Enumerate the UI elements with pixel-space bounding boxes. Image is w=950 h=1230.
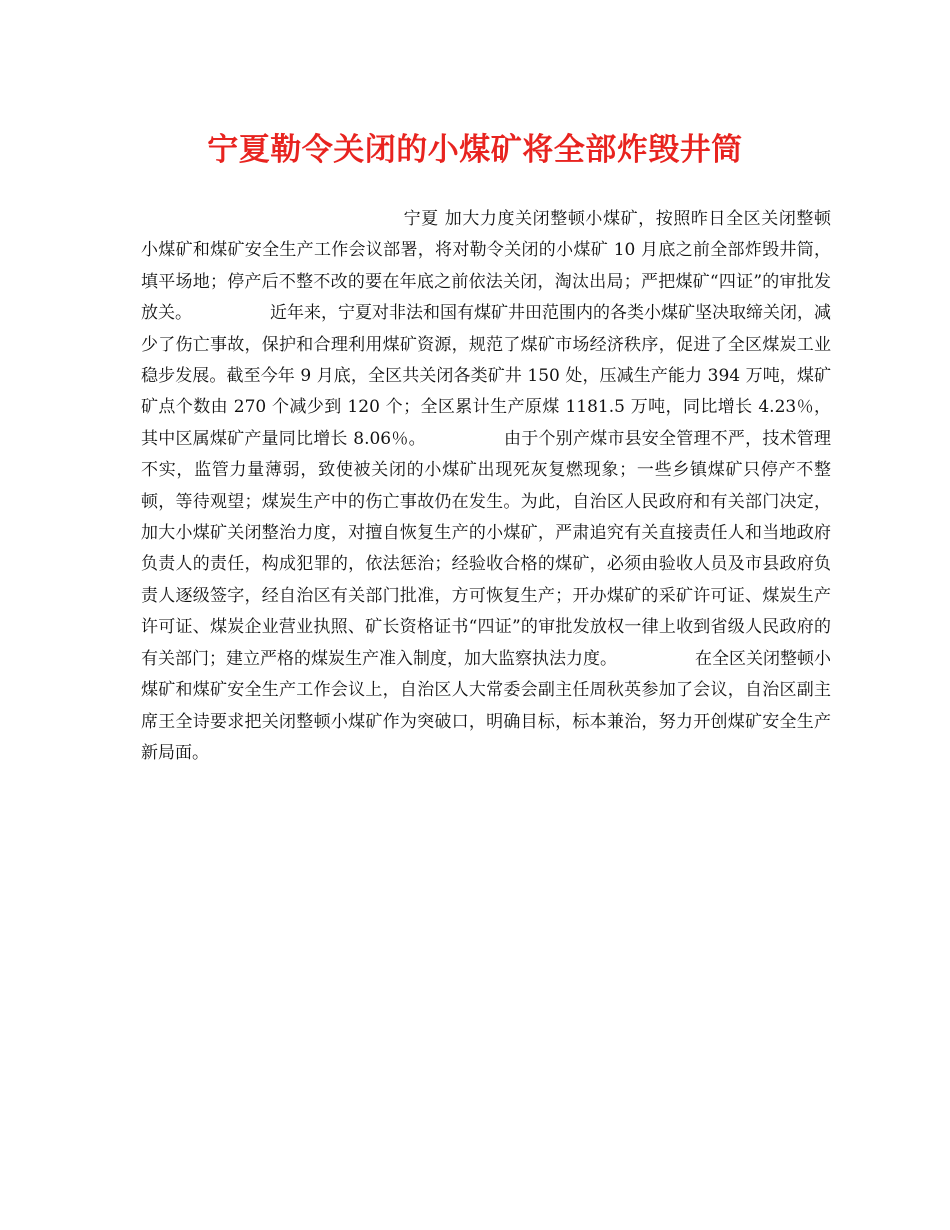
- paragraph-1: 宁夏 加大力度关闭整顿小煤矿，按照昨日全区关闭整顿小煤矿和煤矿安全生产工作会议部署，将对勒令关闭的小煤矿 10 月底之前全部炸毁井筒，填平场地；停产后不整不改的要在年底之前依法关闭，淘汰出局；严把煤矿“四证”的审批发放关。: [141, 209, 831, 324]
- paragraph-4: 在全区关闭整顿小煤矿和煤矿安全生产工作会议上，自治区人大常委会副主任周秋英参加了会议，自治区副主席王全诗要求把关闭整顿小煤矿作为突破口，明确目标，标本兼治，努力开创煤矿安全生产新局面。: [141, 648, 831, 763]
- paragraph-3: 由于个别产煤市县安全管理不严，技术管理不实，监管力量薄弱，致使被关闭的小煤矿出现死灰复燃现象；一些乡镇煤矿只停产不整顿，等待观望；煤炭生产中的伤亡事故仍在发生。为此，自治区人民政府和有关部门决定，加大小煤矿关闭整治力度，对擅自恢复生产的小煤矿，严肃追究有关直接责任人和当地政府负责人的责任，构成犯罪的，依法惩治；经验收合格的煤矿，必须由验收人员及市县政府负责人逐级签字，经自治区有关部门批准，方可恢复生产；开办煤矿的采矿许可证、煤炭生产许可证、煤炭企业营业执照、矿长资格证书“四证”的审批发放权一律上收到省级人民政府的有关部门；建立严格的煤炭生产准入制度，加大监察执法力度。: [141, 428, 831, 669]
- article-body: [141, 204, 831, 769]
- paragraph-2: 近年来，宁夏对非法和国有煤矿井田范围内的各类小煤矿坚决取缔关闭，减少了伤亡事故，保护和合理利用煤矿资源，规范了煤矿市场经济秩序，促进了全区煤炭工业稳步发展。截至今年 9 月底，全区共关闭各类矿井 150 处，压减生产能力 394 万吨，煤矿矿点个数由 270 个减少到 120 个；全区累计生产原煤 1181.5 万吨，同比增长 4.23％，其中区属煤矿产量同比增长 8.06％。: [141, 303, 831, 449]
- document-title: 宁夏勒令关闭的小煤矿将全部炸毁井筒: [207, 132, 743, 168]
